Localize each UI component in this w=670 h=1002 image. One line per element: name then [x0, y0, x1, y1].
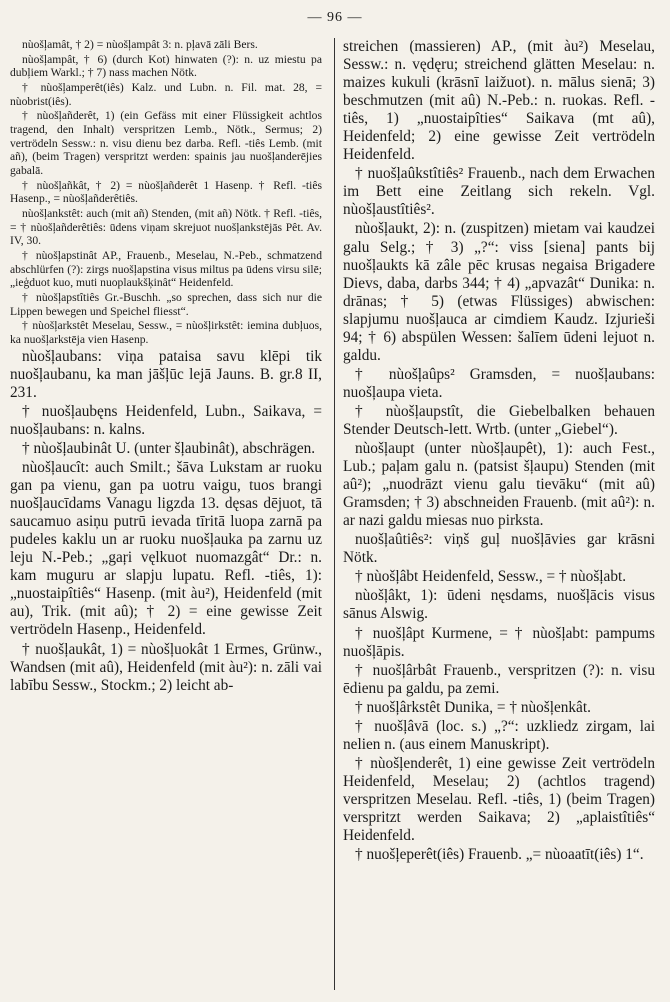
- dictionary-entry: † nuošļaubęns Heidenfeld, Lubn., Saikava, = nuošļaubans: n. kalns.: [10, 402, 322, 438]
- dictionary-entry: † nuošļaûkstîtiês² Frauenb., nach dem Erwachen im Bett eine Zeitlang sich rekeln. Vgl. nùošļaustîtiês².: [343, 165, 655, 219]
- dictionary-entry: streichen (massieren) AP., (mit àu²) Meselau, Sessw.: n. vędęru; streichend glätten Meselau: n. maizes kukuli (krāsnī laižuot). n. mālus sienā; 3) beschmutzen (mit aû) N.-Peb.: n. ruokas. Refl. -tiês, 1) „nuostaipîties“ Saikava (mt aû), Heidenfeld; 2) eine gewisse Zeit vertrödeln Heidenfeld.: [343, 38, 655, 164]
- dictionary-entry: † nuošļâpt Kurmene, = † nùošļabt: pampums nuošļāpis.: [343, 624, 655, 660]
- dictionary-entry: nùošļankstêt: auch (mit añ) Stenden, (mit añ) Nötk. † Refl. -tiês, = † nùošļañderêtiês: ūdens viņam skrejuot nuošļankstējās Pêt. Av. IV, 30.: [10, 207, 322, 248]
- column-divider: [334, 38, 335, 990]
- dictionary-entry: nùošļaubans: viņa pataisa savu klēpi tik nuošļaubanu, ka man jāšļūc lejā Jauns. B. gr.8 II, 231.: [10, 347, 322, 401]
- dictionary-entry: † nùošļamperêt(iês) Kalz. und Lubn. n. Fil. mat. 28, = nùobrist(iês).: [10, 81, 322, 108]
- dictionary-entry: † nùošļapstîtiês Gr.-Buschh. „so sprechen, dass sich nur die Lippen bewegen und Speichel fliesst“.: [10, 291, 322, 318]
- dictionary-entry: † nùošļañkât, † 2) = nùošļañderêt 1 Hasenp. † Refl. -tiês Hasenp., = nùošļañderêtiês.: [10, 178, 322, 206]
- dictionary-entry: † nuošļaukât, 1) = nùošļuokât 1 Ermes, Grünw., Wandsen (mit aû), Heidenfeld (mit àu²): n. zāli vai labību Sessw., Stockm.; 2) leicht ab-: [10, 640, 322, 694]
- dictionary-entry: † nuošļeperêt(iês) Frauenb. „= nùoaatīt(iês) 1“.: [355, 846, 644, 864]
- dictionary-entry: nùošļaucît: auch Smilt.; šāva Lukstam ar ruoku gan pa vienu, gan pa uotru vaigu, tuos brangi nuošļaucīdams Vanagu ligzda 13. dęsas dējuot, tā saucamuo asiņu putrū ievada tīritā luopa zarnā pa pudeles kaklu un ar ruoku nuošļauka pa zarnu uz leju N.-Peb.; „gaŗi vęlkuot nuomazgât“ Dr.: n. kam muguru ar slapju lupatu. Refl. -tiês, 1): „nuostaipîtiês“ Hasenp. (mit àu²), Heidenfeld (mit au), Trik. (mit aû); † 2) = eine gewisse Zeit vertrödeln Hasenp., Heidenfeld.: [10, 459, 322, 639]
- dictionary-entry: † nùošļaûps² Gramsden, = nuošļaubans: nuošļaupa vieta.: [343, 365, 655, 401]
- dictionary-entry: † nùošļapstinât AP., Frauenb., Meselau, N.-Peb., schmatzend abschlürfen (?): zirgs nuošļapstina visus miltus pa ūdens virsu silē; „ieģduot kuo, muti nuoplaukšķinât“ Heidenfeld.: [10, 249, 322, 290]
- dictionary-entry: nùošļaupt (unter nùošļaupêt), 1): auch Fest., Lub.; paļam galu n. (patsist šļaupu) Stenden (mit aû²); „nuodrāzt vienu galu tievāku“ (mit aû) Gramsden; † 3) abschneiden Frauenb. (mit aû²): n. ar nazi galdu miesas nuo pirksta.: [343, 440, 655, 530]
- dictionary-entry: † nùošļañderêt, 1) (ein Gefäss mit einer Flüssigkeit achtlos tragend, den Inhalt) verspritzen Lemb., Nötk., Sermus; 2) vertrödeln Sessw.: n. visu dienu bez darba. Refl. -tiês Lemb. (mit añ), (beim Tragen) verspritzt werden: spainis jau nuošļanderējies gabalā.: [10, 109, 322, 178]
- dictionary-entry: † nuošļâvā (loc. s.) „?“: uzkliedz zirgam, lai nelien n. (aus einem Manuskript).: [343, 717, 655, 753]
- dictionary-entry: † nùošļaupstît, die Giebelbalken behauen Stender Deutsch-lett. Wrtb. (unter „Giebel“).: [343, 402, 655, 438]
- left-column: [10, 38, 322, 992]
- dictionary-entry: † nùošļarkstêt Meselau, Sessw., = nùošļirkstêt: iemina dubļuos, ka nuošļarkstēja vien Hasenp.: [10, 319, 322, 347]
- right-column: [343, 38, 655, 992]
- dictionary-entry: nùošļâkt, 1): ūdeni nęsdams, nuošļācis visus sānus Alswig.: [343, 587, 655, 623]
- dictionary-entry: † nùošļâbt Heidenfeld, Sessw., = † nùošļabt.: [355, 568, 627, 586]
- dictionary-entry: nuošļaûtiês²: viņš guļ nuošļāvies gar krāsni Nötk.: [343, 531, 655, 567]
- dictionary-entry: nùošļamât, † 2) = nùošļampât 3: n. pļavā zāli Bers.: [22, 38, 258, 51]
- dictionary-entry: † nuošļârbât Frauenb., verspritzen (?): n. visu ēdienu pa galdu, pa zemi.: [343, 661, 655, 697]
- dictionary-entry: † nùošļaubinât U. (unter šļaubinât), abschrägen.: [22, 440, 316, 458]
- page-number: — 96 —: [307, 10, 363, 25]
- dictionary-entry: nùošļaukt, 2): n. (zuspitzen) mietam vai kaudzei galu Selg.; † 3) „?“: viss [siena] pants bij nuošļaukts kā zâle pēc krusas negaisa Brigadere Dievs, daba, darbs 344; † 4) „apvazât“ Dunika: n. drānas; † 5) (etwas Flüssiges) abwischen: slapjumu nuošļauca ar cimdiem Kaudz. Izjurieši 94; † 6) abspülen Wessen: šalīem ūdeni lejuot n. galdu.: [343, 220, 655, 364]
- dictionary-entry: † nùošļenderêt, 1) eine gewisse Zeit vertrödeln Heidenfeld, Meselau; 2) (achtlos tragend) verspritzen Meselau. Refl. -tiês, 1) (beim Tragen) verspritzt werden Saikava; 2) „aplaistîtiês“ Heidenfeld.: [343, 754, 655, 845]
- dictionary-entry: † nuošļârkstêt Dunika, = † nùošļenkât.: [355, 698, 591, 716]
- dictionary-entry: nùošļampât, † 6) (durch Kot) hinwaten (?): n. uz miestu pa dubļiem Warkl.; † 7) nass machen Nötk.: [10, 52, 322, 80]
